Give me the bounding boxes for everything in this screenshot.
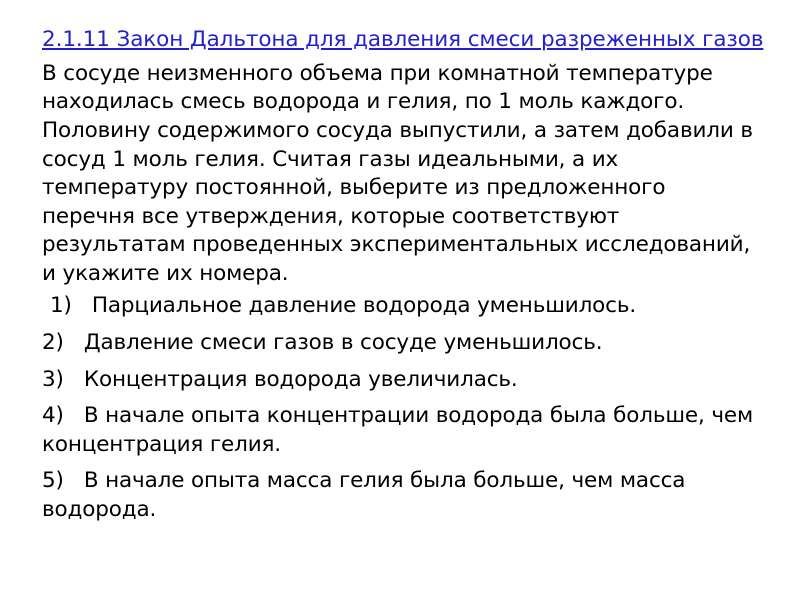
statement-text: Давление смеси газов в сосуде уменьшилось.: [83, 330, 603, 356]
statement-number: 1): [50, 293, 86, 319]
statement-text: Парциальное давление водорода уменьшилось.: [91, 293, 637, 319]
list-item: [42, 292, 764, 321]
statement-number: 5): [42, 468, 78, 494]
slide-title: 2.1.11 Закон Дальтона для давления смеси разреженных газов: [42, 27, 764, 52]
list-item: [42, 366, 764, 395]
statement-number: 2): [42, 330, 78, 356]
statements-list: [42, 292, 764, 524]
statement-number: 3): [42, 366, 78, 392]
statement-text: В начале опыта концентрации водорода была больше, чем концентрация гелия.: [42, 403, 754, 457]
statement-number: 4): [42, 403, 78, 429]
list-item: [42, 329, 764, 358]
list-item: [42, 467, 764, 524]
statement-text: Концентрация водорода увеличилась.: [83, 366, 518, 392]
problem-statement: В сосуде неизменного объема при комнатной температуре находилась смесь водорода и гелия, по 1 моль каждого. Половину содержимого сосуда выпустили, а затем добавили в сосуд 1 моль гелия. Считая газы идеальными, а их температуру постоянной, выберите из предложенного перечня все утверждения, которые соответствуют результатам проведенных экспериментальных исследований, и укажите их номера.: [42, 60, 753, 286]
statement-text: В начале опыта масса гелия была больше, чем масса водорода.: [42, 468, 686, 523]
list-item: [42, 402, 764, 459]
